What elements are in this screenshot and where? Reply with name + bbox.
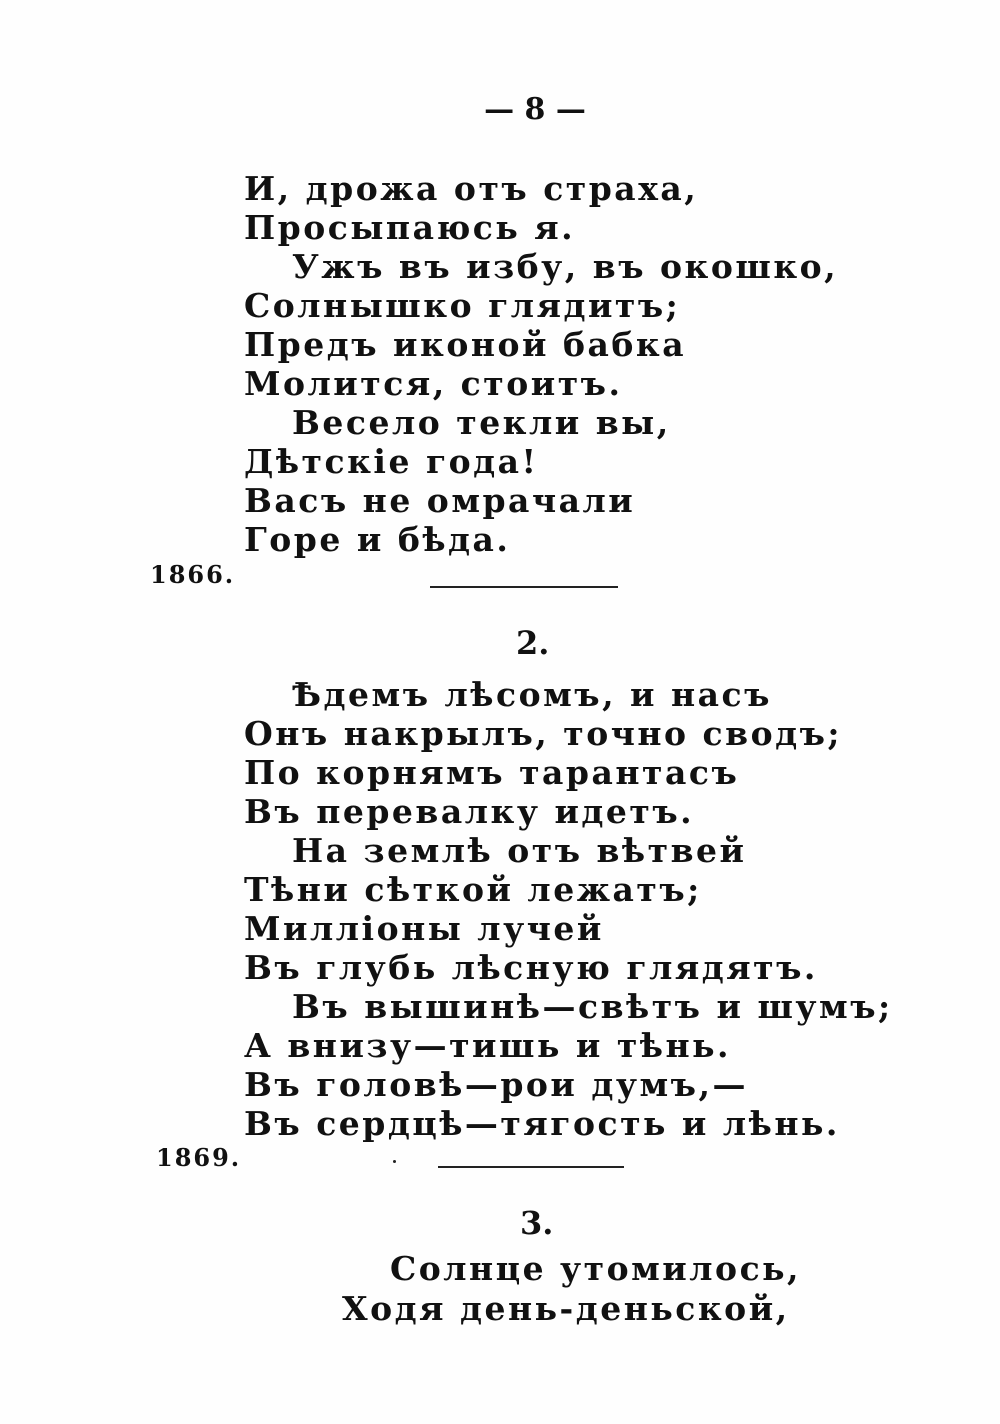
poem-line: Молится, стоитъ. — [244, 364, 623, 403]
poem-line: И, дрожа отъ страха, — [244, 169, 699, 208]
poem-line: Въ сердцѣ—тягость и лѣнь. — [244, 1104, 840, 1143]
page-number: — 8 — — [484, 92, 586, 127]
poem-line: Ѣдемъ лѣсомъ, и насъ — [292, 675, 772, 714]
poem-line: Весело текли вы, — [292, 403, 671, 442]
poem-line: А внизу—тишь и тѣнь. — [244, 1026, 732, 1065]
poem-year: 1869. — [156, 1143, 242, 1172]
poem-line: Онъ накрылъ, точно сводъ; — [244, 714, 843, 753]
poem-line: Горе и бѣда. — [244, 520, 511, 559]
poem-line: Васъ не омрачали — [244, 481, 636, 520]
poem-line: На землѣ отъ вѣтвей — [292, 831, 747, 870]
section-number: 2. — [516, 624, 550, 662]
poem-line: Милліоны лучей — [244, 909, 604, 948]
poem-line: Въ вышинѣ—свѣтъ и шумъ; — [292, 987, 893, 1026]
poem-line: Дѣтскіе года! — [244, 442, 539, 481]
poem-line: Солнышко глядитъ; — [244, 286, 681, 325]
poem-line: По корнямъ тарантасъ — [244, 753, 740, 792]
section-divider — [438, 1166, 624, 1168]
poem-line: Ужъ въ избу, въ окошко, — [292, 247, 839, 286]
poem-line: Предъ иконой бабка — [244, 325, 687, 364]
poem-line: Просыпаюсь я. — [244, 208, 576, 247]
poem-line: Въ глубь лѣсную глядятъ. — [244, 948, 818, 987]
section-divider — [430, 586, 618, 588]
poem-line: Солнце утомилось, — [390, 1249, 802, 1288]
poem-line: Въ головѣ—рои думъ,— — [244, 1065, 748, 1104]
poem-line: Тѣни сѣткой лежатъ; — [244, 870, 702, 909]
poem-year: 1866. — [150, 560, 236, 589]
poem-line: Ходя день-деньской, — [342, 1289, 790, 1328]
section-number: 3. — [520, 1204, 554, 1242]
poem-line: Въ перевалку идетъ. — [244, 792, 695, 831]
print-speck — [393, 1160, 396, 1163]
